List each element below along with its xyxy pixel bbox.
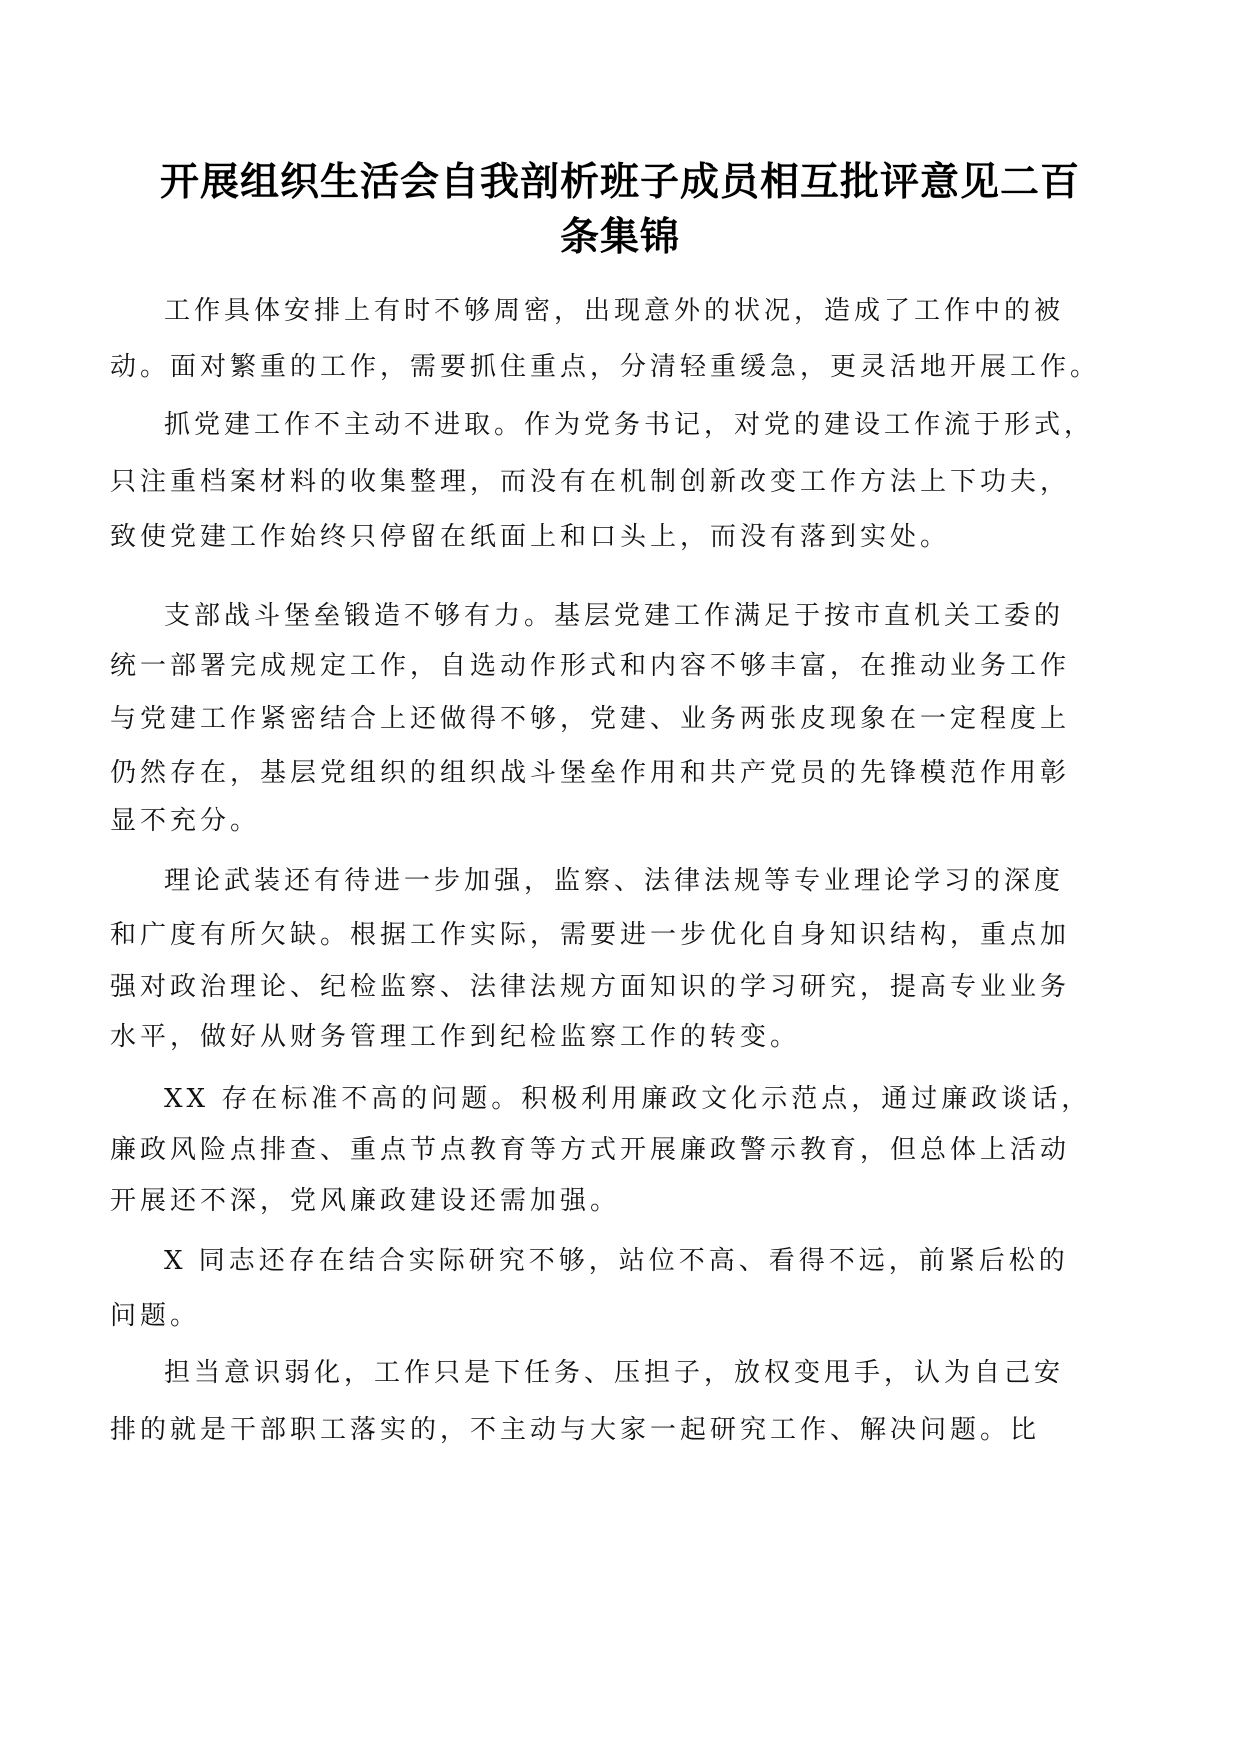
title-line: 开展组织生活会自我剖析班子成员相互批评意见二百 — [159, 160, 1080, 205]
paragraph-line: 工作具体安排上有时不够周密，出现意外的状况，造成了工作中的被 — [164, 296, 1065, 326]
paragraph-line: 统一部署完成规定工作，自选动作形式和内容不够丰富，在推动业务工作 — [110, 651, 1071, 681]
paragraph-line: 动。面对繁重的工作，需要抓住重点，分清轻重缓急，更灵活地开展工作。 — [110, 352, 1101, 382]
paragraph-line: 显不充分。 — [110, 806, 261, 836]
paragraph-line: 廉政风险点排查、重点节点教育等方式开展廉政警示教育，但总体上活动 — [110, 1135, 1071, 1165]
paragraph-line: 致使党建工作始终只停留在纸面上和口头上，而没有落到实处。 — [110, 522, 951, 552]
paragraph-line: 与党建工作紧密结合上还做得不够，党建、业务两张皮现象在一定程度上 — [110, 704, 1071, 734]
paragraph-line: 只注重档案材料的收集整理，而没有在机制创新改变工作方法上下功夫， — [110, 467, 1071, 497]
paragraph-line: X 同志还存在结合实际研究不够，站位不高、看得不远，前紧后松的 — [164, 1246, 1069, 1276]
paragraph-line: 问题。 — [110, 1301, 201, 1331]
paragraph-line: 支部战斗堡垒锻造不够有力。基层党建工作满足于按市直机关工委的 — [164, 601, 1065, 631]
paragraph-line: 水平，做好从财务管理工作到纪检监察工作的转变。 — [110, 1022, 801, 1052]
paragraph-line: 强对政治理论、纪检监察、法律法规方面知识的学习研究，提高专业业务 — [110, 972, 1071, 1002]
paragraph-line: 仍然存在，基层党组织的组织战斗堡垒作用和共产党员的先锋模范作用彰 — [110, 758, 1071, 788]
paragraph-line: 担当意识弱化，工作只是下任务、压担子，放权变甩手，认为自己安 — [164, 1358, 1065, 1388]
paragraph-line: 抓党建工作不主动不进取。作为党务书记，对党的建设工作流于形式， — [164, 410, 1095, 440]
paragraph-line: 排的就是干部职工落实的，不主动与大家一起研究工作、解决问题。比 — [110, 1415, 1041, 1445]
paragraph-line: 和广度有所欠缺。根据工作实际，需要进一步优化自身知识结构，重点加 — [110, 920, 1071, 950]
paragraph-line: XX 存在标准不高的问题。积极利用廉政文化示范点，通过廉政谈话， — [164, 1084, 1092, 1114]
paragraph-line: 开展还不深，党风廉政建设还需加强。 — [110, 1186, 621, 1216]
title-line: 条集锦 — [559, 215, 680, 260]
paragraph-line: 理论武装还有待进一步加强，监察、法律法规等专业理论学习的深度 — [164, 866, 1065, 896]
document-title — [110, 155, 1130, 265]
